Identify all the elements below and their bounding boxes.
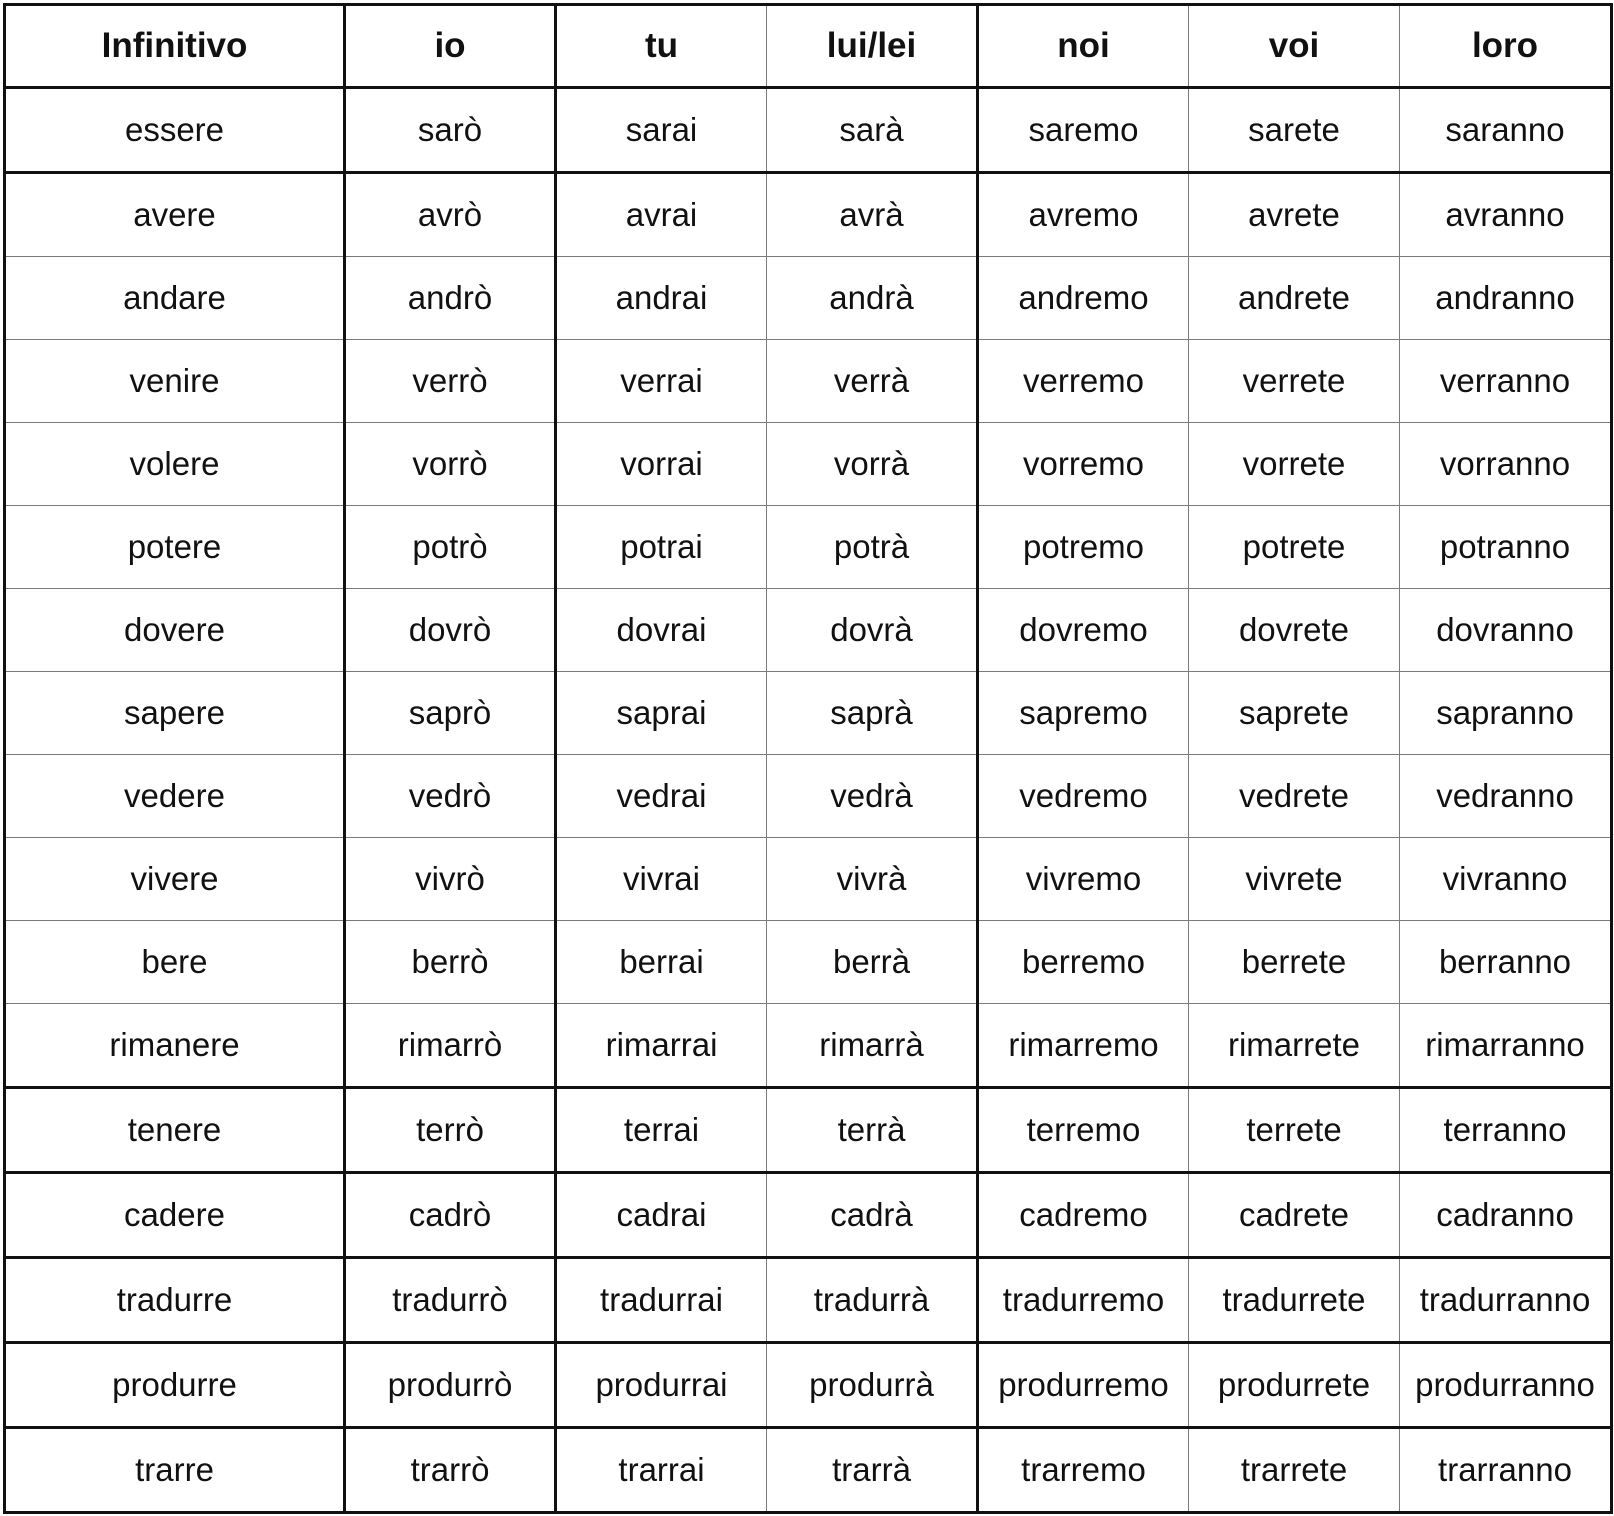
table-row <box>6 506 1611 589</box>
cell-io: rimarrò <box>345 1004 556 1088</box>
cell-loro: sapranno <box>1400 672 1611 755</box>
cell-infinitive: sapere <box>6 672 345 755</box>
cell-infinitive: essere <box>6 88 345 173</box>
cell-noi: vedremo <box>978 755 1189 838</box>
cell-io: sarò <box>345 88 556 173</box>
table-header <box>6 6 1611 88</box>
cell-noi: rimarremo <box>978 1004 1189 1088</box>
cell-lui-lei: saprà <box>767 672 978 755</box>
cell-infinitive: trarre <box>6 1428 345 1512</box>
cell-loro: saranno <box>1400 88 1611 173</box>
cell-lui-lei: trarrà <box>767 1428 978 1512</box>
cell-voi: terrete <box>1189 1088 1400 1173</box>
cell-loro: potranno <box>1400 506 1611 589</box>
cell-io: saprò <box>345 672 556 755</box>
table-row <box>6 672 1611 755</box>
cell-loro: terranno <box>1400 1088 1611 1173</box>
cell-lui-lei: potrà <box>767 506 978 589</box>
cell-io: tradurrò <box>345 1258 556 1343</box>
cell-infinitive: tradurre <box>6 1258 345 1343</box>
cell-lui-lei: vedrà <box>767 755 978 838</box>
cell-infinitive: bere <box>6 921 345 1004</box>
cell-noi: saremo <box>978 88 1189 173</box>
cell-lui-lei: vivrà <box>767 838 978 921</box>
cell-noi: vivremo <box>978 838 1189 921</box>
cell-noi: trarremo <box>978 1428 1189 1512</box>
cell-voi: tradurrete <box>1189 1258 1400 1343</box>
cell-tu: dovrai <box>556 589 767 672</box>
cell-loro: vedranno <box>1400 755 1611 838</box>
cell-loro: vorranno <box>1400 423 1611 506</box>
cell-io: berrò <box>345 921 556 1004</box>
cell-tu: avrai <box>556 173 767 257</box>
cell-tu: trarrai <box>556 1428 767 1512</box>
cell-tu: vorrai <box>556 423 767 506</box>
cell-noi: sapremo <box>978 672 1189 755</box>
header-row <box>6 6 1611 88</box>
cell-lui-lei: berrà <box>767 921 978 1004</box>
cell-loro: vivranno <box>1400 838 1611 921</box>
cell-lui-lei: cadrà <box>767 1173 978 1258</box>
conjugation-table <box>5 5 1611 1512</box>
cell-io: verrò <box>345 340 556 423</box>
cell-loro: produrranno <box>1400 1343 1611 1428</box>
cell-io: vorrò <box>345 423 556 506</box>
cell-voi: saprete <box>1189 672 1400 755</box>
cell-loro: andranno <box>1400 257 1611 340</box>
cell-tu: tradurrai <box>556 1258 767 1343</box>
cell-voi: produrrete <box>1189 1343 1400 1428</box>
header-lui-lei: lui/lei <box>767 6 978 88</box>
cell-io: cadrò <box>345 1173 556 1258</box>
cell-voi: trarrete <box>1189 1428 1400 1512</box>
header-voi: voi <box>1189 6 1400 88</box>
cell-noi: terremo <box>978 1088 1189 1173</box>
cell-lui-lei: verrà <box>767 340 978 423</box>
cell-loro: berranno <box>1400 921 1611 1004</box>
cell-infinitive: rimanere <box>6 1004 345 1088</box>
cell-io: avrò <box>345 173 556 257</box>
cell-tu: verrai <box>556 340 767 423</box>
cell-infinitive: vedere <box>6 755 345 838</box>
table-row <box>6 1088 1611 1173</box>
header-loro: loro <box>1400 6 1611 88</box>
cell-noi: dovremo <box>978 589 1189 672</box>
cell-tu: rimarrai <box>556 1004 767 1088</box>
cell-infinitive: venire <box>6 340 345 423</box>
cell-noi: verremo <box>978 340 1189 423</box>
cell-infinitive: produrre <box>6 1343 345 1428</box>
cell-voi: verrete <box>1189 340 1400 423</box>
table-row <box>6 257 1611 340</box>
cell-lui-lei: andrà <box>767 257 978 340</box>
cell-tu: berrai <box>556 921 767 1004</box>
cell-infinitive: avere <box>6 173 345 257</box>
table-row <box>6 1428 1611 1512</box>
table-row <box>6 423 1611 506</box>
table-row <box>6 1343 1611 1428</box>
cell-voi: potrete <box>1189 506 1400 589</box>
header-tu: tu <box>556 6 767 88</box>
cell-lui-lei: terrà <box>767 1088 978 1173</box>
cell-lui-lei: tradurrà <box>767 1258 978 1343</box>
cell-io: vivrò <box>345 838 556 921</box>
cell-infinitive: dovere <box>6 589 345 672</box>
cell-lui-lei: vorrà <box>767 423 978 506</box>
cell-noi: tradurremo <box>978 1258 1189 1343</box>
cell-loro: rimarranno <box>1400 1004 1611 1088</box>
table-row <box>6 838 1611 921</box>
cell-voi: berrete <box>1189 921 1400 1004</box>
cell-noi: cadremo <box>978 1173 1189 1258</box>
cell-loro: avranno <box>1400 173 1611 257</box>
cell-io: produrrò <box>345 1343 556 1428</box>
cell-io: terrò <box>345 1088 556 1173</box>
cell-voi: cadrete <box>1189 1173 1400 1258</box>
cell-voi: rimarrete <box>1189 1004 1400 1088</box>
cell-voi: dovrete <box>1189 589 1400 672</box>
cell-lui-lei: avrà <box>767 173 978 257</box>
cell-io: trarrò <box>345 1428 556 1512</box>
cell-infinitive: cadere <box>6 1173 345 1258</box>
cell-voi: vedrete <box>1189 755 1400 838</box>
cell-io: andrò <box>345 257 556 340</box>
cell-tu: cadrai <box>556 1173 767 1258</box>
cell-noi: andremo <box>978 257 1189 340</box>
table-row <box>6 921 1611 1004</box>
table-row <box>6 88 1611 173</box>
header-io: io <box>345 6 556 88</box>
cell-voi: vivrete <box>1189 838 1400 921</box>
cell-tu: vivrai <box>556 838 767 921</box>
cell-io: potrò <box>345 506 556 589</box>
cell-tu: vedrai <box>556 755 767 838</box>
cell-noi: vorremo <box>978 423 1189 506</box>
cell-loro: cadranno <box>1400 1173 1611 1258</box>
cell-noi: potremo <box>978 506 1189 589</box>
table-row <box>6 1258 1611 1343</box>
header-infinitive: Infinitivo <box>6 6 345 88</box>
cell-tu: potrai <box>556 506 767 589</box>
cell-voi: avrete <box>1189 173 1400 257</box>
cell-infinitive: vivere <box>6 838 345 921</box>
table-row <box>6 173 1611 257</box>
cell-io: dovrò <box>345 589 556 672</box>
cell-infinitive: volere <box>6 423 345 506</box>
table-row <box>6 755 1611 838</box>
cell-loro: verranno <box>1400 340 1611 423</box>
cell-tu: andrai <box>556 257 767 340</box>
table-row <box>6 1004 1611 1088</box>
cell-tu: terrai <box>556 1088 767 1173</box>
cell-loro: tradurranno <box>1400 1258 1611 1343</box>
cell-noi: produrremo <box>978 1343 1189 1428</box>
cell-noi: berremo <box>978 921 1189 1004</box>
cell-io: vedrò <box>345 755 556 838</box>
cell-loro: trarranno <box>1400 1428 1611 1512</box>
cell-loro: dovranno <box>1400 589 1611 672</box>
cell-infinitive: tenere <box>6 1088 345 1173</box>
cell-voi: andrete <box>1189 257 1400 340</box>
cell-infinitive: andare <box>6 257 345 340</box>
header-noi: noi <box>978 6 1189 88</box>
table-body <box>6 88 1611 1512</box>
cell-tu: produrrai <box>556 1343 767 1428</box>
cell-lui-lei: dovrà <box>767 589 978 672</box>
cell-tu: sarai <box>556 88 767 173</box>
table-row <box>6 589 1611 672</box>
cell-tu: saprai <box>556 672 767 755</box>
table-row <box>6 1173 1611 1258</box>
cell-noi: avremo <box>978 173 1189 257</box>
cell-lui-lei: produrrà <box>767 1343 978 1428</box>
table-row <box>6 340 1611 423</box>
cell-infinitive: potere <box>6 506 345 589</box>
cell-lui-lei: sarà <box>767 88 978 173</box>
cell-voi: vorrete <box>1189 423 1400 506</box>
cell-voi: sarete <box>1189 88 1400 173</box>
cell-lui-lei: rimarrà <box>767 1004 978 1088</box>
